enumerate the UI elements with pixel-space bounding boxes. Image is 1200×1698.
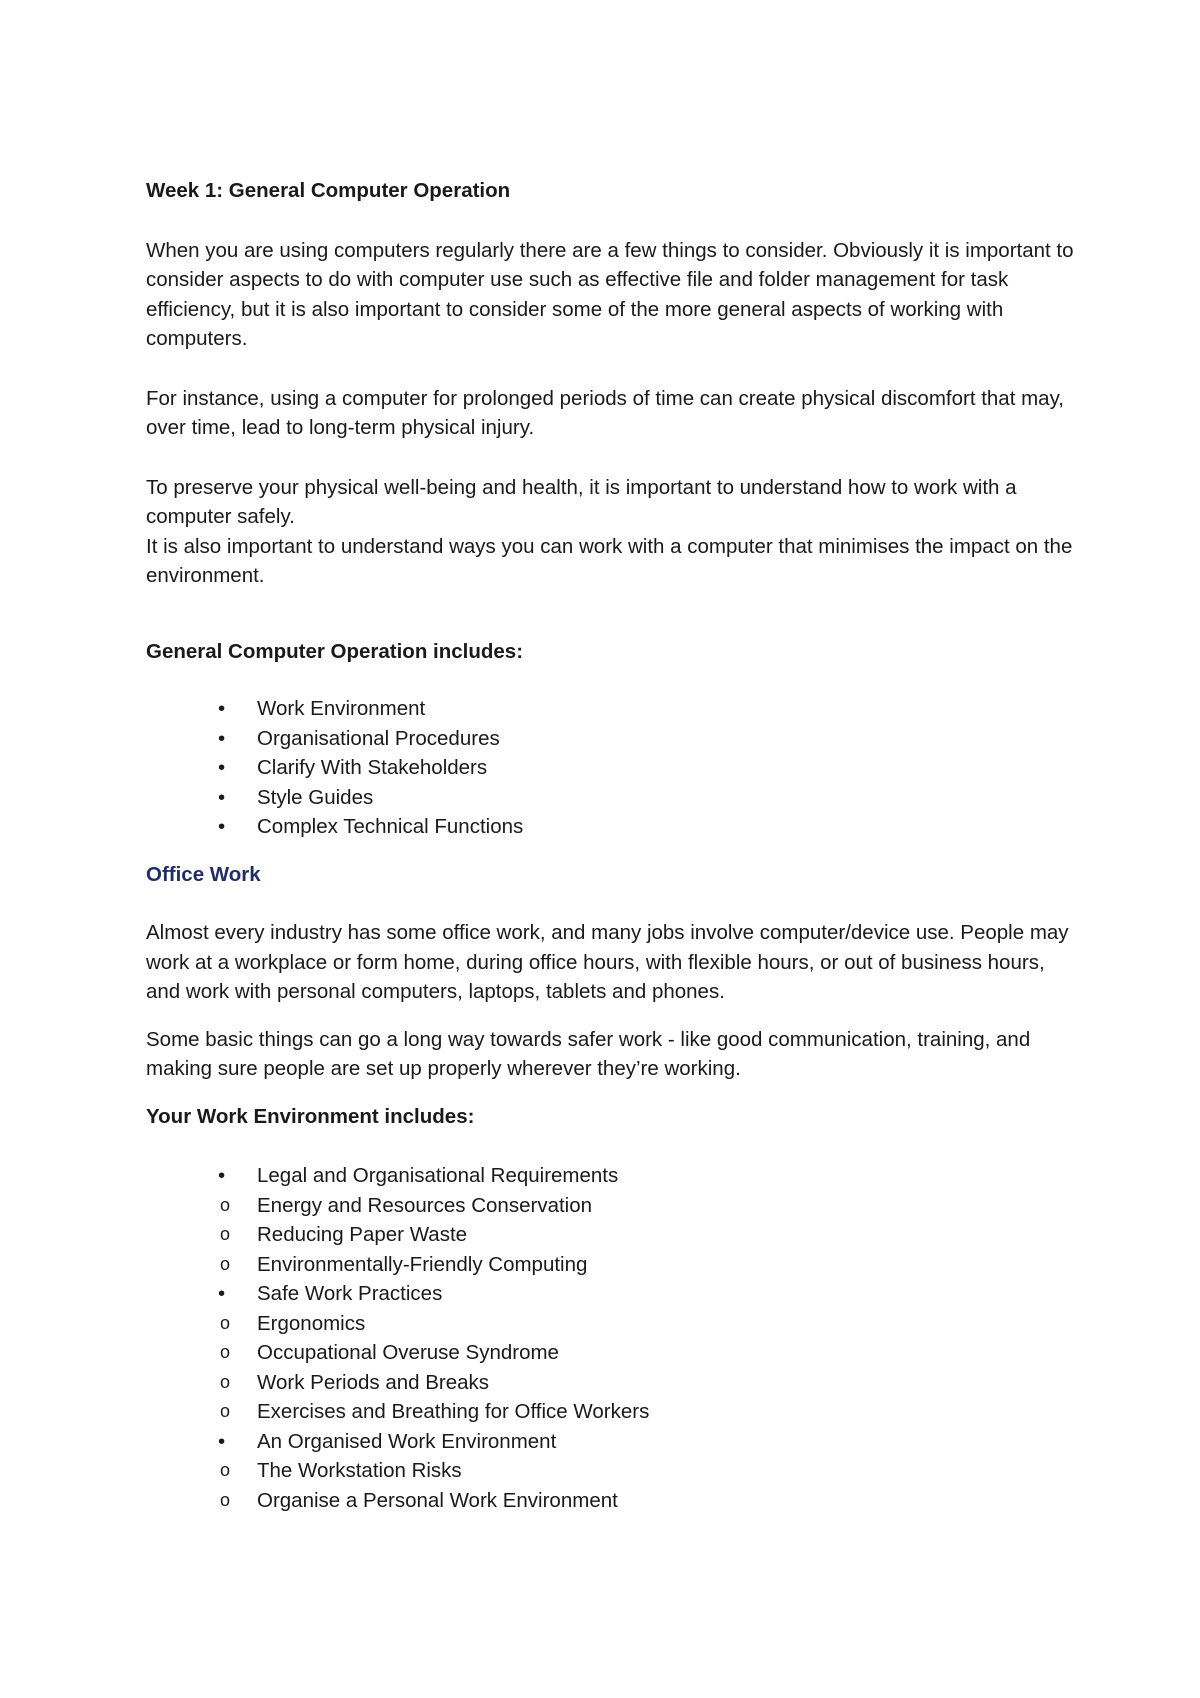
list-item-label: Legal and Organisational Requirements [257,1164,619,1187]
circle-bullet-icon: o [220,1342,231,1362]
office-paragraph-1: Almost every industry has some office work, and many jobs involve computer/device use. People may work at a workplace or form home, during office hours, with flexible hours, or out of business hours, and work with personal computers, laptops, tablets and phones. [146,921,1069,1003]
bullet-icon: • [218,1429,226,1453]
sub-list-item-label: Exercises and Breathing for Office Workers [257,1400,650,1423]
includes-heading: General Computer Operation includes: [146,639,524,663]
bullet-icon: • [218,1282,226,1305]
list-item [146,812,1076,842]
bullet-icon: • [218,726,226,750]
list-item [146,724,1076,754]
sub-list [146,1309,1076,1427]
list-item-label: Clarify With Stakeholders [257,756,488,779]
work-environment-heading: Your Work Environment includes: [146,1104,475,1128]
sub-list-item [146,1368,1076,1398]
circle-bullet-icon: o [220,1194,231,1215]
sub-list-item-label: Organise a Personal Work Environment [257,1488,618,1512]
sub-list-item [146,1486,1076,1516]
bullet-icon: • [218,815,226,838]
bullet-icon: • [218,785,226,809]
sub-list [146,1456,1076,1515]
sub-list-item-label: Work Periods and Breaks [257,1370,490,1394]
list-item [146,1427,1076,1457]
sub-list-item [146,1220,1076,1250]
list-item-label: Work Environment [257,697,426,720]
document-title: Week 1: General Computer Operation [146,179,511,202]
bullet-icon: • [218,697,226,720]
intro-paragraph-3: To preserve your physical well-being and health, it is important to understand how to work with a computer safely. [146,475,1017,528]
circle-bullet-icon: o [220,1489,231,1510]
list-item [146,694,1076,724]
office-paragraph-2: Some basic things can go a long way towards safer work - like good communication, training, and making sure people are set up properly wherever they’re working. [146,1027,1031,1080]
sub-list [146,1191,1076,1280]
list-item [146,753,1076,783]
includes-list [146,694,1076,842]
list-item [146,1279,1076,1309]
sub-list-item-label: Ergonomics [257,1311,366,1335]
circle-bullet-icon: o [220,1312,231,1333]
sub-list-item [146,1191,1076,1221]
circle-bullet-icon: o [220,1460,231,1480]
circle-bullet-icon: o [220,1253,231,1274]
list-item-label: Safe Work Practices [257,1282,443,1305]
intro-paragraph-1: When you are using computers regularly there are a few things to consider. Obviously it is important to consider aspects to do with computer use such as effective file and folder management for task efficiency, but it is also important to consider some of the more general aspects of working with computers. [146,238,1074,350]
intro-paragraph-4: It is also important to understand ways you can work with a computer that minimises the impact on the environment. [146,534,1073,587]
list-item-label: Organisational Procedures [257,726,500,750]
sub-list-item [146,1338,1076,1368]
sub-list-item [146,1250,1076,1280]
list-item-label: Complex Technical Functions [257,815,524,838]
work-environment-list [146,1279,1076,1309]
list-item-label: An Organised Work Environment [257,1429,557,1453]
sub-list-item-label: Environmentally-Friendly Computing [257,1252,588,1276]
work-environment-list [146,1427,1076,1457]
list-item-label: Style Guides [257,785,374,809]
work-environment-list [146,1161,1076,1191]
bullet-icon: • [218,756,226,779]
sub-list-item-label: Energy and Resources Conservation [257,1193,593,1217]
document-page [146,176,1076,1515]
circle-bullet-icon: o [220,1371,231,1392]
sub-list-item [146,1456,1076,1486]
sub-list-item-label: Reducing Paper Waste [257,1223,468,1246]
list-item [146,1161,1076,1191]
sub-list-item-label: Occupational Overuse Syndrome [257,1341,559,1364]
circle-bullet-icon: o [220,1224,231,1244]
sub-list-item-label: The Workstation Risks [257,1459,462,1482]
bullet-icon: • [218,1164,226,1187]
intro-paragraph-2: For instance, using a computer for prolonged periods of time can create physical discomfort that may, over time, lead to long-term physical injury. [146,386,1065,439]
list-item [146,783,1076,813]
sub-list-item [146,1397,1076,1427]
office-work-heading: Office Work [146,862,261,886]
sub-list-item [146,1309,1076,1339]
circle-bullet-icon: o [220,1401,231,1421]
